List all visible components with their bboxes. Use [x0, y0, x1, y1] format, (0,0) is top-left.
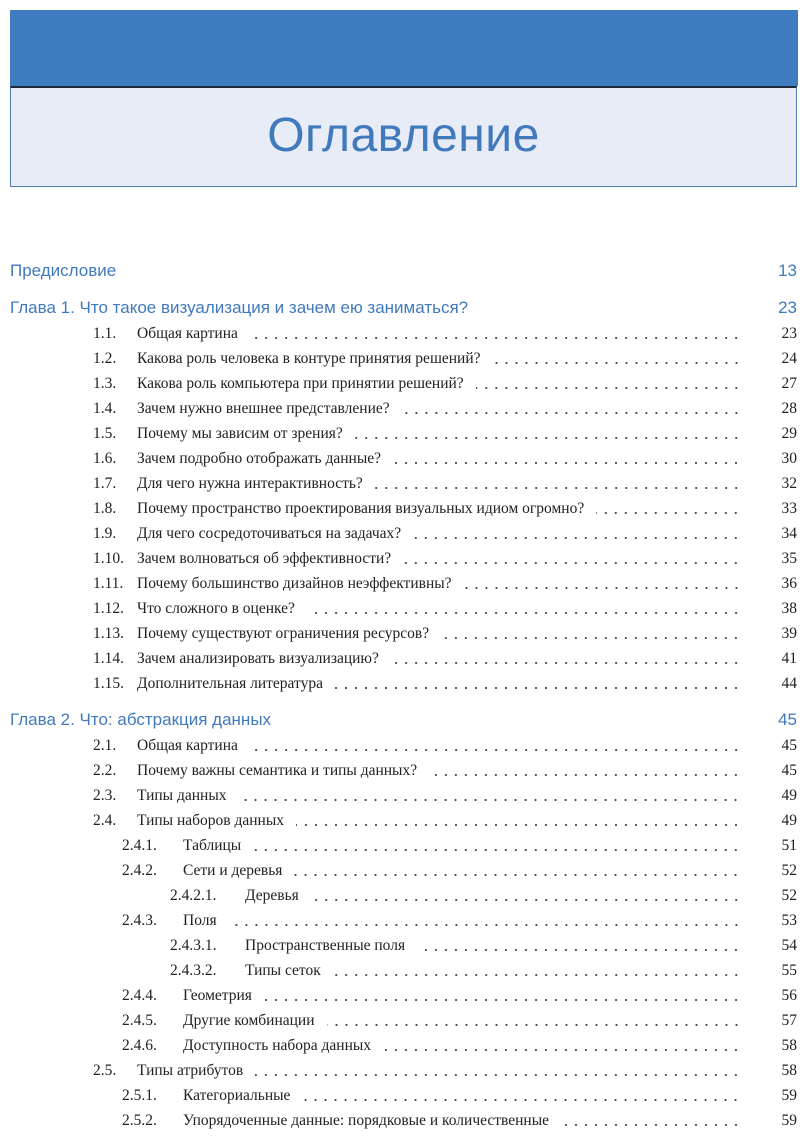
toc-entry[interactable] [10, 571, 797, 596]
entry-number: 2.3. [93, 787, 117, 804]
page-number[interactable]: 45 [781, 737, 797, 754]
entry-title[interactable]: Почему существуют ограничения ресурсов? [137, 625, 430, 642]
entry-title[interactable]: Доступность набора данных [183, 1037, 372, 1054]
page-number[interactable]: 51 [781, 837, 797, 854]
dot-leader [250, 336, 741, 340]
page-number[interactable]: 58 [781, 1037, 797, 1054]
page-number[interactable]: 58 [781, 1062, 797, 1079]
dot-leader [393, 461, 741, 465]
entry-number: 2.4.3.2. [170, 962, 217, 979]
toc-entry[interactable] [10, 546, 797, 571]
entry-number: 1.1. [93, 325, 117, 342]
dot-leader [255, 1073, 741, 1077]
dot-leader [403, 561, 741, 565]
dot-leader [441, 636, 741, 640]
entry-title[interactable]: Типы атрибутов [137, 1062, 244, 1079]
entry-title[interactable]: Предисловие [10, 261, 117, 280]
toc-entry[interactable] [10, 808, 797, 833]
entry-number: 1.9. [93, 525, 117, 542]
dot-leader [307, 611, 741, 615]
entry-title[interactable]: Общая картина [137, 737, 238, 754]
entry-title[interactable]: Почему важны семантика и типы данных? [137, 762, 418, 779]
entry-number: 2.4.6. [122, 1037, 157, 1054]
entry-number: 2.4.2.1. [170, 887, 217, 904]
dot-leader [250, 748, 741, 752]
page-number[interactable]: 13 [778, 261, 797, 280]
entry-title[interactable]: Для чего сосредоточиваться на задачах? [137, 525, 402, 542]
dot-leader [375, 486, 741, 490]
entry-title[interactable]: Категориальные [183, 1087, 291, 1104]
dot-leader [480, 310, 741, 314]
dot-leader [402, 411, 741, 415]
toc-entry[interactable] [10, 833, 797, 858]
page-number[interactable]: 27 [781, 375, 797, 392]
toc-entry[interactable] [10, 1008, 797, 1033]
entry-number: 2.4.5. [122, 1012, 157, 1029]
page-number[interactable]: 23 [778, 298, 797, 317]
entry-number: 1.6. [93, 450, 117, 467]
dot-leader [238, 798, 741, 802]
toc-entry[interactable] [10, 621, 797, 646]
page-number[interactable]: 24 [781, 350, 797, 367]
dot-leader [413, 536, 741, 540]
toc-entry[interactable] [10, 321, 797, 346]
entry-title[interactable]: Зачем нужно внешнее представление? [137, 400, 390, 417]
page-number[interactable]: 54 [781, 937, 797, 954]
page-number[interactable]: 28 [781, 400, 797, 417]
dot-leader [302, 1098, 741, 1102]
page-number[interactable]: 32 [781, 475, 797, 492]
entry-number: 2.2. [93, 762, 117, 779]
entry-number: 1.15. [93, 675, 124, 692]
page-number[interactable]: 41 [781, 650, 797, 667]
toc-entry[interactable] [10, 933, 797, 958]
entry-number: 1.2. [93, 350, 117, 367]
dot-leader [429, 773, 741, 777]
page-number[interactable]: 53 [781, 912, 797, 929]
entry-title[interactable]: Почему мы зависим от зрения? [137, 425, 343, 442]
entry-number: 1.5. [93, 425, 117, 442]
entry-title[interactable]: Геометрия [183, 987, 252, 1004]
entry-title[interactable]: Поля [183, 912, 217, 929]
toc-entry[interactable] [10, 646, 797, 671]
toc-entry[interactable] [10, 758, 797, 783]
page-number[interactable]: 56 [781, 987, 797, 1004]
page-number[interactable]: 35 [781, 550, 797, 567]
page-number[interactable]: 33 [781, 500, 797, 517]
dot-leader [355, 436, 741, 440]
toc-entry[interactable] [10, 958, 797, 983]
dot-leader [383, 1048, 741, 1052]
dot-leader [283, 722, 741, 726]
dot-leader [229, 923, 741, 927]
entry-title[interactable]: Что сложного в оценке? [137, 600, 295, 617]
dot-leader [311, 898, 741, 902]
toc-chapter-entry[interactable] [10, 295, 797, 321]
page-number[interactable]: 49 [781, 787, 797, 804]
entry-number: 2.4. [93, 812, 117, 829]
dot-leader [464, 586, 741, 590]
entry-title[interactable]: Зачем волноваться об эффективности? [137, 550, 392, 567]
header-band [10, 10, 798, 86]
dot-leader [327, 1023, 741, 1027]
entry-number: 1.14. [93, 650, 124, 667]
entry-title[interactable]: Дополнительная литература [137, 675, 323, 692]
entry-number: 1.7. [93, 475, 117, 492]
toc-entry[interactable] [10, 421, 797, 446]
entry-title[interactable]: Какова роль компьютера при принятии решений? [137, 375, 464, 392]
dot-leader [596, 511, 741, 515]
entry-number: 1.12. [93, 600, 124, 617]
dot-leader [417, 948, 741, 952]
entry-number: 2.5.2. [122, 1112, 157, 1129]
page-number[interactable]: 34 [781, 525, 797, 542]
dot-leader [391, 661, 741, 665]
entry-number: 1.13. [93, 625, 124, 642]
toc-entry[interactable] [10, 671, 797, 696]
toc-entry[interactable] [10, 371, 797, 396]
entry-title[interactable]: Для чего нужна интерактивность? [137, 475, 363, 492]
toc-entry[interactable] [10, 396, 797, 421]
dot-leader [561, 1123, 741, 1127]
toc-chapter-entry[interactable] [10, 258, 797, 284]
entry-title[interactable]: Общая картина [137, 325, 238, 342]
entry-title[interactable]: Почему большинство дизайнов неэффективны? [137, 575, 452, 592]
entry-number: 2.4.3.1. [170, 937, 217, 954]
entry-number: 1.3. [93, 375, 117, 392]
entry-title[interactable]: Другие комбинации [183, 1012, 315, 1029]
page-number[interactable]: 30 [781, 450, 797, 467]
dot-leader [335, 686, 741, 690]
entry-number: 1.8. [93, 500, 117, 517]
entry-title[interactable]: Сети и деревья [183, 862, 283, 879]
title-box [10, 86, 797, 187]
entry-number: 2.4.1. [122, 837, 157, 854]
toc-entry[interactable] [10, 346, 797, 371]
toc-entry[interactable] [10, 521, 797, 546]
page-number[interactable]: 59 [781, 1112, 797, 1129]
page-number[interactable]: 52 [781, 862, 797, 879]
entry-title[interactable]: Деревья [245, 887, 299, 904]
toc-entry[interactable] [10, 983, 797, 1008]
entry-number: 2.5.1. [122, 1087, 157, 1104]
toc-entry[interactable] [10, 1083, 797, 1108]
toc-entry[interactable] [10, 496, 797, 521]
page-number[interactable]: 55 [781, 962, 797, 979]
dot-leader [296, 823, 741, 827]
dot-leader [264, 998, 741, 1002]
toc-entry[interactable] [10, 1033, 797, 1058]
page-number[interactable]: 38 [781, 600, 797, 617]
page-number[interactable]: 49 [781, 812, 797, 829]
entry-title[interactable]: Таблицы [183, 837, 242, 854]
page-number[interactable]: 29 [781, 425, 797, 442]
toc-entry[interactable] [10, 446, 797, 471]
toc-entry[interactable] [10, 1108, 797, 1133]
toc-entry[interactable] [10, 596, 797, 621]
toc-entry[interactable] [10, 858, 797, 883]
toc-chapter-entry[interactable] [10, 707, 797, 733]
entry-title[interactable]: Типы данных [137, 787, 227, 804]
page-number[interactable]: 23 [781, 325, 797, 342]
entry-title[interactable]: Типы наборов данных [137, 812, 284, 829]
page-number[interactable]: 44 [781, 675, 797, 692]
page-title: Оглавление [267, 109, 540, 162]
page-number[interactable]: 36 [781, 575, 797, 592]
entry-title[interactable]: Зачем подробно отображать данные? [137, 450, 381, 467]
entry-title[interactable]: Пространственные поля [245, 937, 406, 954]
entry-title[interactable]: Какова роль человека в контуре принятия решений? [137, 350, 481, 367]
dot-leader [128, 273, 741, 277]
toc-entry[interactable] [10, 908, 797, 933]
page-number[interactable]: 57 [781, 1012, 797, 1029]
page-number[interactable]: 52 [781, 887, 797, 904]
toc-entry[interactable] [10, 883, 797, 908]
entry-title[interactable]: Зачем анализировать визуализацию? [137, 650, 379, 667]
toc-entry[interactable] [10, 1058, 797, 1083]
page-number[interactable]: 39 [781, 625, 797, 642]
toc-entry[interactable] [10, 733, 797, 758]
dot-leader [333, 973, 741, 977]
entry-number: 1.11. [93, 575, 124, 592]
toc-entry[interactable] [10, 783, 797, 808]
dot-leader [493, 361, 741, 365]
entry-title[interactable]: Упорядоченные данные: порядковые и количественные [183, 1112, 550, 1129]
page-number[interactable]: 59 [781, 1087, 797, 1104]
table-of-contents [10, 258, 797, 1133]
page-number[interactable]: 45 [778, 710, 797, 729]
dot-leader [476, 386, 741, 390]
entry-number: 2.4.2. [122, 862, 157, 879]
entry-number: 2.4.4. [122, 987, 157, 1004]
entry-number: 2.4.3. [122, 912, 157, 929]
entry-number: 1.10. [93, 550, 124, 567]
entry-number: 2.1. [93, 737, 117, 754]
dot-leader [253, 848, 741, 852]
toc-entry[interactable] [10, 471, 797, 496]
entry-number: 1.4. [93, 400, 117, 417]
entry-title[interactable]: Глава 1. Что такое визуализация и зачем ею заниматься? [10, 298, 469, 317]
dot-leader [294, 873, 741, 877]
entry-number: 2.5. [93, 1062, 117, 1079]
entry-title[interactable]: Типы сеток [245, 962, 321, 979]
entry-title[interactable]: Глава 2. Что: абстракция данных [10, 710, 272, 729]
page-number[interactable]: 45 [781, 762, 797, 779]
entry-title[interactable]: Почему пространство проектирования визуальных идиом огромно? [137, 500, 585, 517]
